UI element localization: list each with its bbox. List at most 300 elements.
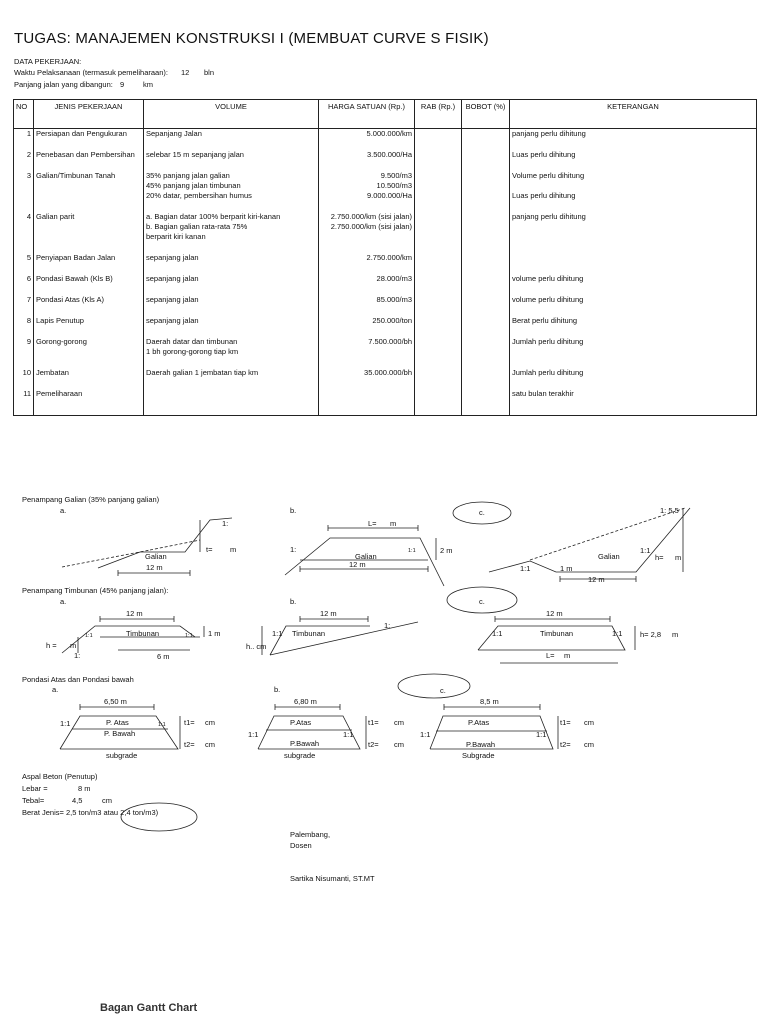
- waktu-label: Waktu Pelaksanaan (termasuk pemeliharaan):: [14, 68, 168, 77]
- row-volume: berparit kiri kanan: [144, 232, 319, 242]
- spacer-cell: [462, 160, 510, 171]
- row-no: [14, 347, 34, 357]
- signature-role: Dosen: [290, 841, 312, 850]
- spacer-cell: [14, 378, 34, 389]
- spacer-cell: [462, 326, 510, 337]
- row-harga: 9.500/m3: [319, 171, 415, 181]
- table-header-row: [14, 100, 757, 129]
- spacer-cell: [415, 201, 462, 212]
- spacer-cell: [415, 284, 462, 295]
- row-bobot: [462, 191, 510, 201]
- row-rab: [415, 347, 462, 357]
- header-rab: RAB (Rp.): [415, 100, 462, 129]
- galian-a-label: Galian: [145, 552, 167, 561]
- row-no: 7: [14, 295, 34, 305]
- aspal-berat: Berat Jenis= 2,5 ton/m3 atau 2,4 ton/m3): [22, 808, 159, 817]
- galian-c-label: Galian: [598, 552, 620, 561]
- spacer-cell: [415, 326, 462, 337]
- timbunan-c-L-unit: m: [564, 651, 571, 660]
- cross-section-drawings: [0, 490, 768, 770]
- row-no: [14, 232, 34, 242]
- spacer-cell: [319, 326, 415, 337]
- spacer-cell: [510, 378, 757, 389]
- table-row: [14, 347, 757, 357]
- row-keterangan: [510, 347, 757, 357]
- pondasi-a-letter: a.: [52, 685, 59, 694]
- pondasi-b-subgrade: subgrade: [284, 751, 316, 760]
- row-bobot: [462, 316, 510, 326]
- pondasi-c-atas: P.Atas: [468, 718, 490, 727]
- spacer-cell: [34, 160, 144, 171]
- pondasi-a-subgrade: subgrade: [106, 751, 138, 760]
- spacer-cell: [319, 378, 415, 389]
- spacer-cell: [319, 201, 415, 212]
- row-jenis: Galian parit: [34, 212, 144, 222]
- spacer-cell: [34, 263, 144, 274]
- row-jenis: [34, 191, 144, 201]
- gantt-chart-label: Bagan Gantt Chart: [100, 1002, 198, 1014]
- spacer-cell: [144, 201, 319, 212]
- spacer-cell: [510, 399, 757, 416]
- spacer-cell: [462, 201, 510, 212]
- table-spacer-row: [14, 357, 757, 368]
- spacer-cell: [34, 305, 144, 316]
- pondasi-a-t2-unit: cm: [205, 740, 215, 749]
- table-row: [14, 295, 757, 305]
- row-keterangan: [510, 222, 757, 232]
- row-rab: [415, 150, 462, 160]
- pondasi-c-width: 8,5 m: [480, 697, 499, 706]
- row-volume: sepanjang jalan: [144, 295, 319, 305]
- row-jenis: Galian/Timbunan Tanah: [34, 171, 144, 181]
- pondasi-a-width: 6,50 m: [104, 697, 127, 706]
- row-volume: selebar 15 m sepanjang jalan: [144, 150, 319, 160]
- spacer-cell: [462, 242, 510, 253]
- spacer-cell: [34, 201, 144, 212]
- row-no: [14, 222, 34, 232]
- timbunan-a-height: 1 m: [208, 629, 221, 638]
- row-jenis: [34, 222, 144, 232]
- timbunan-b-ratio-left: 1:1: [272, 629, 283, 638]
- row-volume: Daerah datar dan timbunan: [144, 337, 319, 347]
- spacer-cell: [415, 357, 462, 368]
- row-rab: [415, 389, 462, 399]
- galian-c-letter: c.: [479, 508, 485, 517]
- timbunan-heading: Penampang Timbunan (45% panjang jalan):: [22, 586, 169, 595]
- spacer-cell: [144, 378, 319, 389]
- spacer-cell: [319, 160, 415, 171]
- row-bobot: [462, 171, 510, 181]
- row-bobot: [462, 129, 510, 140]
- signature-name: Sartika Nisumanti, ST.MT: [290, 874, 375, 883]
- spacer-cell: [462, 305, 510, 316]
- spacer-cell: [14, 201, 34, 212]
- row-harga: 3.500.000/Ha: [319, 150, 415, 160]
- table-body: [14, 129, 757, 416]
- table-row: [14, 232, 757, 242]
- row-volume: b. Bagian galian rata-rata 75%: [144, 222, 319, 232]
- timbunan-b-ratio: 1:: [384, 621, 391, 630]
- row-rab: [415, 316, 462, 326]
- table-row: [14, 389, 757, 399]
- timbunan-c-letter: c.: [479, 597, 485, 606]
- row-no: 8: [14, 316, 34, 326]
- timbunan-c-ratio-left: 1:1: [492, 629, 503, 638]
- timbunan-c-label: Timbunan: [540, 629, 574, 638]
- row-volume: sepanjang jalan: [144, 253, 319, 263]
- spacer-cell: [415, 263, 462, 274]
- row-bobot: [462, 232, 510, 242]
- galian-c-h-unit: m: [675, 553, 682, 562]
- row-rab: [415, 129, 462, 140]
- pondasi-b-t1-unit: cm: [394, 718, 404, 727]
- spacer-cell: [34, 378, 144, 389]
- galian-a-ratio: 1:: [222, 519, 229, 528]
- pondasi-a-bawah: P. Bawah: [104, 729, 136, 738]
- spacer-cell: [462, 263, 510, 274]
- spacer-cell: [462, 139, 510, 150]
- header-bobot: BOBOT (%): [462, 100, 510, 129]
- row-harga: 2.750.000/km: [319, 253, 415, 263]
- timbunan-b-label: Timbunan: [292, 629, 326, 638]
- pondasi-c-subgrade: Subgrade: [462, 751, 495, 760]
- spacer-cell: [510, 160, 757, 171]
- timbunan-c-L: L=: [546, 651, 555, 660]
- galian-b-width: 12 m: [349, 560, 366, 569]
- table-spacer-row: [14, 160, 757, 171]
- pondasi-c-letter: c.: [440, 686, 446, 695]
- spacer-cell: [34, 139, 144, 150]
- row-harga: 2.750.000/km (sisi jalan): [319, 212, 415, 222]
- row-harga: 2.750.000/km (sisi jalan): [319, 222, 415, 232]
- row-harga: 35.000.000/bh: [319, 368, 415, 378]
- table-row: [14, 337, 757, 347]
- pondasi-a-ratio-right: 1:1: [158, 722, 166, 728]
- table-row: [14, 368, 757, 378]
- table-row: [14, 316, 757, 326]
- row-volume: [144, 389, 319, 399]
- row-volume: sepanjang jalan: [144, 316, 319, 326]
- row-bobot: [462, 389, 510, 399]
- row-keterangan: [510, 253, 757, 263]
- row-rab: [415, 181, 462, 191]
- row-keterangan: Volume perlu dihitung: [510, 171, 757, 181]
- pondasi-b-width: 6,80 m: [294, 697, 317, 706]
- pondasi-b-t2-unit: cm: [394, 740, 404, 749]
- spacer-cell: [34, 326, 144, 337]
- galian-heading: Penampang Galian (35% panjang galian): [22, 495, 160, 504]
- pondasi-b-t1: t1=: [368, 718, 379, 727]
- timbunan-a-h: h =: [46, 641, 57, 650]
- row-rab: [415, 253, 462, 263]
- spacer-cell: [34, 284, 144, 295]
- timbunan-a-h-unit: m: [70, 641, 77, 650]
- row-no: 5: [14, 253, 34, 263]
- spacer-cell: [14, 139, 34, 150]
- galian-a-width: 12 m: [146, 563, 163, 572]
- row-volume: 45% panjang jalan timbunan: [144, 181, 319, 191]
- row-jenis: Persiapan dan Pengukuran: [34, 129, 144, 140]
- pondasi-a-ratio-left: 1:1: [60, 719, 71, 728]
- table-row: [14, 222, 757, 232]
- row-volume: a. Bagian datar 100% berparit kiri-kanan: [144, 212, 319, 222]
- timbunan-c-ratio-right: 1:1: [612, 629, 623, 638]
- row-keterangan: Jumlah perlu dihitung: [510, 368, 757, 378]
- spacer-cell: [144, 284, 319, 295]
- spacer-cell: [462, 399, 510, 416]
- table-row: [14, 181, 757, 191]
- spacer-cell: [14, 263, 34, 274]
- spacer-cell: [144, 305, 319, 316]
- spacer-cell: [510, 326, 757, 337]
- row-bobot: [462, 212, 510, 222]
- row-harga: [319, 389, 415, 399]
- document-title: TUGAS: MANAJEMEN KONSTRUKSI I (MEMBUAT CURVE S FISIK): [14, 30, 489, 47]
- timbunan-a-ratio-bottom: 1:: [74, 651, 81, 660]
- table-row: [14, 150, 757, 160]
- aspal-tebal-value: 4,5: [72, 796, 83, 805]
- row-volume: Sepanjang Jalan: [144, 129, 319, 140]
- spacer-cell: [319, 399, 415, 416]
- pondasi-a-atas: P. Atas: [106, 718, 129, 727]
- pondasi-c-t2: t2=: [560, 740, 571, 749]
- galian-c-width: 12 m: [588, 575, 605, 584]
- row-keterangan: Jumlah perlu dihitung: [510, 337, 757, 347]
- timbunan-a-letter: a.: [60, 597, 67, 606]
- timbunan-a-base: 6 m: [157, 652, 170, 661]
- pondasi-a-t1: t1=: [184, 718, 195, 727]
- galian-a-t: t=: [206, 545, 213, 554]
- table-spacer-row: [14, 399, 757, 416]
- spacer-cell: [462, 284, 510, 295]
- waktu-value: 12: [181, 68, 190, 77]
- spacer-cell: [319, 357, 415, 368]
- spacer-cell: [144, 263, 319, 274]
- signature-place: Palembang,: [290, 830, 331, 839]
- row-bobot: [462, 222, 510, 232]
- galian-b-ratio-small: 1:1: [408, 548, 416, 554]
- row-keterangan: panjang perlu dihitung: [510, 129, 757, 140]
- pondasi-c-bawah: P.Bawah: [466, 740, 496, 749]
- row-rab: [415, 368, 462, 378]
- timbunan-b-h: h.. cm: [246, 642, 267, 651]
- table-row: [14, 171, 757, 181]
- waktu-unit: bln: [204, 68, 215, 77]
- row-jenis: Penebasan dan Pembersihan: [34, 150, 144, 160]
- row-volume: sepanjang jalan: [144, 274, 319, 284]
- row-keterangan: Berat perlu dihitung: [510, 316, 757, 326]
- galian-b-depth: 2 m: [440, 546, 453, 555]
- row-volume: 1 bh gorong-gorong tiap km: [144, 347, 319, 357]
- spacer-cell: [14, 160, 34, 171]
- spacer-cell: [462, 378, 510, 389]
- row-rab: [415, 295, 462, 305]
- row-jenis: Jembatan: [34, 368, 144, 378]
- pondasi-b-ratio-right: 1:1: [343, 730, 354, 739]
- timbunan-c-h-unit: m: [672, 630, 679, 639]
- aspal-highlight-ellipse: [118, 800, 202, 834]
- spacer-cell: [415, 305, 462, 316]
- timbunan-a-ratio-right: 1:1: [185, 633, 193, 639]
- spacer-cell: [34, 399, 144, 416]
- row-harga: 5.000.000/km: [319, 129, 415, 140]
- row-keterangan: volume perlu dihitung: [510, 295, 757, 305]
- spacer-cell: [319, 242, 415, 253]
- table-spacer-row: [14, 305, 757, 316]
- row-no: 4: [14, 212, 34, 222]
- timbunan-a-ratio: 1:1: [85, 633, 93, 639]
- row-bobot: [462, 337, 510, 347]
- row-no: 9: [14, 337, 34, 347]
- timbunan-c-width: 12 m: [546, 609, 563, 618]
- pondasi-b-atas: P.Atas: [290, 718, 312, 727]
- galian-c-h: h=: [655, 553, 664, 562]
- header-jenis: JENIS PEKERJAAN: [34, 100, 144, 129]
- row-bobot: [462, 274, 510, 284]
- row-bobot: [462, 295, 510, 305]
- galian-b-letter: b.: [290, 506, 297, 515]
- spacer-cell: [510, 139, 757, 150]
- header-no: NO: [14, 100, 34, 129]
- row-rab: [415, 222, 462, 232]
- timbunan-b-width: 12 m: [320, 609, 337, 618]
- row-no: [14, 191, 34, 201]
- row-rab: [415, 212, 462, 222]
- row-harga: 10.500/m3: [319, 181, 415, 191]
- row-volume: 20% datar, pembersihan humus: [144, 191, 319, 201]
- galian-c-ratio-ditch: 1:1: [520, 564, 531, 573]
- row-jenis: Lapis Penutup: [34, 316, 144, 326]
- spacer-cell: [144, 357, 319, 368]
- header-harga: HARGA SATUAN (Rp.): [319, 100, 415, 129]
- galian-b-L: L=: [368, 519, 377, 528]
- galian-a-letter: a.: [60, 506, 67, 515]
- row-keterangan: Luas perlu dihitung: [510, 150, 757, 160]
- spacer-cell: [14, 357, 34, 368]
- spacer-cell: [14, 305, 34, 316]
- table-spacer-row: [14, 326, 757, 337]
- galian-c-ditch: 1 m: [560, 564, 573, 573]
- header-volume: VOLUME: [144, 100, 319, 129]
- spacer-cell: [144, 399, 319, 416]
- spacer-cell: [34, 357, 144, 368]
- header-keterangan: KETERANGAN: [510, 100, 757, 129]
- aspal-tebal-label: Tebal=: [22, 796, 45, 805]
- galian-a-t-unit: m: [230, 545, 237, 554]
- panjang-unit: km: [143, 80, 153, 89]
- row-keterangan: satu bulan terakhir: [510, 389, 757, 399]
- spacer-cell: [319, 263, 415, 274]
- table-spacer-row: [14, 284, 757, 295]
- spacer-cell: [510, 242, 757, 253]
- row-bobot: [462, 253, 510, 263]
- table-row: [14, 274, 757, 284]
- panjang-label: Panjang jalan yang dibangun:: [14, 80, 113, 89]
- pondasi-b-bawah: P.Bawah: [290, 739, 320, 748]
- row-no: 2: [14, 150, 34, 160]
- spacer-cell: [34, 242, 144, 253]
- galian-b-ratio: 1:: [290, 545, 297, 554]
- aspal-lebar-label: Lebar =: [22, 784, 48, 793]
- spacer-cell: [14, 326, 34, 337]
- galian-c-ratio-top: 1: 5,5: [660, 506, 679, 515]
- spacer-cell: [144, 242, 319, 253]
- aspal-tebal-unit: cm: [102, 796, 112, 805]
- row-harga: [319, 347, 415, 357]
- spacer-cell: [510, 263, 757, 274]
- pondasi-c-t1-unit: cm: [584, 718, 594, 727]
- data-heading: DATA PEKERJAAN:: [14, 57, 82, 66]
- timbunan-c-h: h= 2,8: [640, 630, 662, 639]
- row-rab: [415, 232, 462, 242]
- table-row: [14, 129, 757, 140]
- row-jenis: Gorong-gorong: [34, 337, 144, 347]
- pondasi-b-ratio-left: 1:1: [248, 730, 259, 739]
- table-row: [14, 191, 757, 201]
- pondasi-c-t1: t1=: [560, 718, 571, 727]
- row-harga: 9.000.000/Ha: [319, 191, 415, 201]
- row-rab: [415, 191, 462, 201]
- row-no: [14, 181, 34, 191]
- pondasi-c-ratio-left: 1:1: [420, 730, 431, 739]
- galian-b-label: Galian: [355, 552, 377, 561]
- spacer-cell: [144, 139, 319, 150]
- pondasi-b-letter: b.: [274, 685, 281, 694]
- row-bobot: [462, 368, 510, 378]
- row-jenis: [34, 347, 144, 357]
- row-rab: [415, 337, 462, 347]
- pondasi-a-t2: t2=: [184, 740, 195, 749]
- row-harga: 250.000/ton: [319, 316, 415, 326]
- table-spacer-row: [14, 263, 757, 274]
- row-jenis: [34, 232, 144, 242]
- row-no: 11: [14, 389, 34, 399]
- spacer-cell: [14, 284, 34, 295]
- spacer-cell: [415, 242, 462, 253]
- row-volume: Daerah galian 1 jembatan tiap km: [144, 368, 319, 378]
- spacer-cell: [415, 378, 462, 389]
- table-spacer-row: [14, 139, 757, 150]
- row-bobot: [462, 150, 510, 160]
- table-spacer-row: [14, 378, 757, 389]
- work-items-table: [13, 99, 757, 416]
- row-keterangan: [510, 232, 757, 242]
- table-row: [14, 253, 757, 263]
- pondasi-b-t2: t2=: [368, 740, 379, 749]
- spacer-cell: [144, 160, 319, 171]
- spacer-cell: [319, 305, 415, 316]
- row-no: 1: [14, 129, 34, 140]
- pondasi-a-t1-unit: cm: [205, 718, 215, 727]
- panjang-value: 9: [120, 80, 125, 89]
- pondasi-c-ratio-right: 1:1: [536, 730, 547, 739]
- timbunan-a-width: 12 m: [126, 609, 143, 618]
- row-no: 6: [14, 274, 34, 284]
- timbunan-a-label: Timbunan: [126, 629, 160, 638]
- aspal-lebar-value: 8 m: [78, 784, 91, 793]
- table-spacer-row: [14, 201, 757, 212]
- row-bobot: [462, 347, 510, 357]
- row-volume: 35% panjang jalan galian: [144, 171, 319, 181]
- spacer-cell: [415, 399, 462, 416]
- galian-b-L-unit: m: [390, 519, 397, 528]
- row-bobot: [462, 181, 510, 191]
- row-harga: [319, 232, 415, 242]
- aspal-heading: Aspal Beton (Penutup): [22, 772, 98, 781]
- row-jenis: [34, 181, 144, 191]
- spacer-cell: [462, 357, 510, 368]
- row-keterangan: Luas perlu dihitung: [510, 191, 757, 201]
